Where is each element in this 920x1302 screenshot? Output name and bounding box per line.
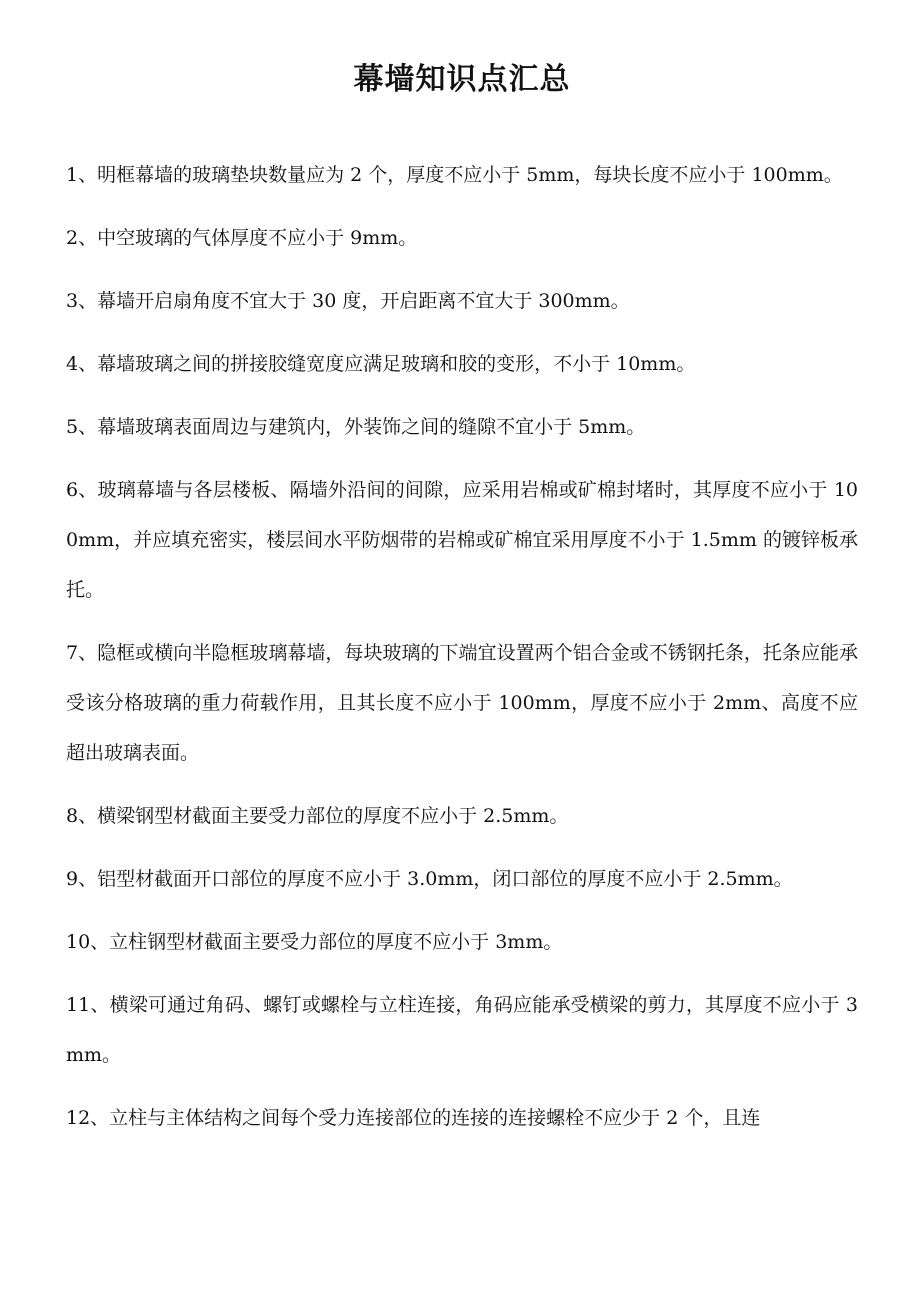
knowledge-point-3: 3、幕墙开启扇角度不宜大于 30 度，开启距离不宜大于 300mm。 — [66, 290, 630, 312]
knowledge-point-2: 2、中空玻璃的气体厚度不应小于 9mm。 — [66, 227, 418, 249]
knowledge-point-4: 4、幕墙玻璃之间的拼接胶缝宽度应满足玻璃和胶的变形，不小于 10mm。 — [66, 353, 696, 375]
knowledge-point-list — [66, 150, 858, 1143]
knowledge-point-9: 9、铝型材截面开口部位的厚度不应小于 3.0mm，闭口部位的厚度不应小于 2.5mm。 — [66, 868, 793, 890]
knowledge-point-8: 8、横梁钢型材截面主要受力部位的厚度不应小于 2.5mm。 — [66, 805, 569, 827]
knowledge-point-7: 7、隐框或横向半隐框玻璃幕墙，每块玻璃的下端宜设置两个铝合金或不锈钢托条，托条应能承受该分格玻璃的重力荷载作用，且其长度不应小于 100mm，厚度不应小于 2mm、高度不应超出玻璃表面。 — [66, 642, 858, 764]
knowledge-point-5: 5、幕墙玻璃表面周边与建筑内，外装饰之间的缝隙不宜小于 5mm。 — [66, 416, 646, 438]
knowledge-point-11: 11、横梁可通过角码、螺钉或螺栓与立柱连接，角码应能承受横梁的剪力，其厚度不应小于 3mm。 — [66, 994, 858, 1066]
knowledge-point-10: 10、立柱钢型材截面主要受力部位的厚度不应小于 3mm。 — [66, 931, 563, 953]
knowledge-point-6: 6、玻璃幕墙与各层楼板、隔墙外沿间的间隙，应采用岩棉或矿棉封堵时，其厚度不应小于 100mm，并应填充密实，楼层间水平防烟带的岩棉或矿棉宜采用厚度不小于 1.5mm 的镀锌板承托。 — [66, 479, 858, 601]
document-title: 幕墙知识点汇总 — [353, 62, 571, 97]
knowledge-point-1: 1、明框幕墙的玻璃垫块数量应为 2 个，厚度不应小于 5mm，每块长度不应小于 100mm。 — [66, 164, 843, 186]
knowledge-point-12: 12、立柱与主体结构之间每个受力连接部位的连接的连接螺栓不应少于 2 个，且连 — [66, 1107, 761, 1129]
